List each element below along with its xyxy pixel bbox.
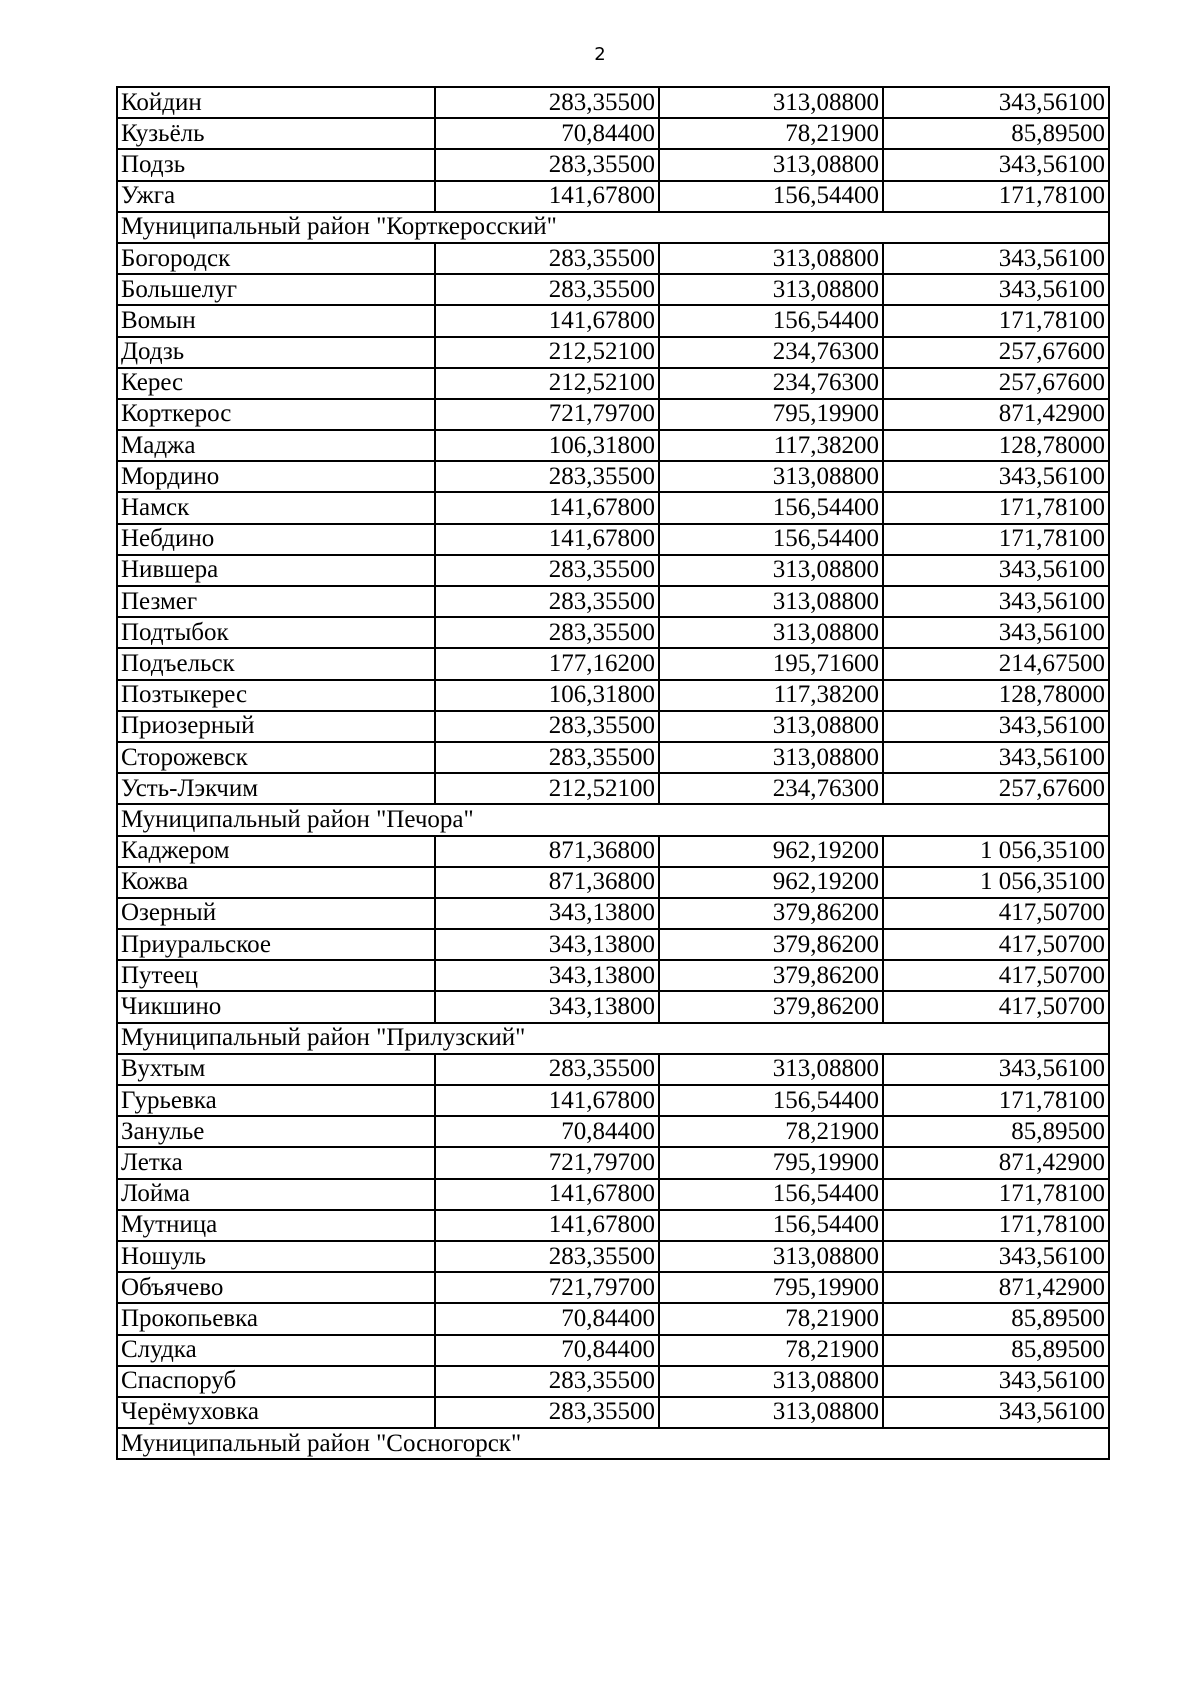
value-cell-3: 1 056,35100 (883, 867, 1109, 898)
value-cell-3: 417,50700 (883, 929, 1109, 960)
value-cell-3: 343,56100 (883, 1054, 1109, 1085)
value-cell-3: 343,56100 (883, 555, 1109, 586)
settlement-name: Большелуг (117, 274, 435, 305)
value-cell-1: 141,67800 (435, 1179, 659, 1210)
value-cell-3: 257,67600 (883, 368, 1109, 399)
settlement-name: Мордино (117, 461, 435, 492)
value-cell-1: 283,35500 (435, 1241, 659, 1272)
settlement-name: Богородск (117, 243, 435, 274)
table-row (117, 867, 1109, 898)
table-row (117, 617, 1109, 648)
settlement-name: Слудка (117, 1335, 435, 1366)
value-cell-2: 156,54400 (659, 181, 883, 212)
value-cell-3: 171,78100 (883, 1210, 1109, 1241)
value-cell-3: 171,78100 (883, 524, 1109, 555)
value-cell-2: 795,19900 (659, 1147, 883, 1178)
value-cell-2: 234,76300 (659, 337, 883, 368)
settlement-name: Кузьёль (117, 118, 435, 149)
value-cell-3: 871,42900 (883, 1147, 1109, 1178)
table-row (117, 1272, 1109, 1303)
settlement-name: Маджа (117, 430, 435, 461)
value-cell-1: 283,35500 (435, 87, 659, 118)
value-cell-2: 156,54400 (659, 1210, 883, 1241)
value-cell-1: 141,67800 (435, 524, 659, 555)
table-row (117, 1054, 1109, 1085)
value-cell-2: 313,08800 (659, 87, 883, 118)
settlement-name: Нившера (117, 555, 435, 586)
value-cell-3: 85,89500 (883, 1116, 1109, 1147)
settlement-name: Летка (117, 1147, 435, 1178)
table-row (117, 1335, 1109, 1366)
value-cell-1: 70,84400 (435, 118, 659, 149)
settlement-name: Приозерный (117, 711, 435, 742)
value-cell-2: 234,76300 (659, 368, 883, 399)
value-cell-1: 283,35500 (435, 1397, 659, 1428)
district-name: Муниципальный район "Печора" (117, 804, 1109, 835)
settlement-name: Кожва (117, 867, 435, 898)
table-row (117, 1303, 1109, 1334)
table-row (117, 648, 1109, 679)
value-cell-3: 871,42900 (883, 399, 1109, 430)
settlement-name: Путеец (117, 960, 435, 991)
value-cell-1: 283,35500 (435, 274, 659, 305)
settlement-name: Вухтым (117, 1054, 435, 1085)
settlement-name: Озерный (117, 898, 435, 929)
table-row (117, 337, 1109, 368)
table-row (117, 1116, 1109, 1147)
value-cell-1: 106,31800 (435, 680, 659, 711)
value-cell-2: 156,54400 (659, 1085, 883, 1116)
value-cell-3: 343,56100 (883, 1397, 1109, 1428)
table-row (117, 960, 1109, 991)
value-cell-3: 85,89500 (883, 1335, 1109, 1366)
value-cell-1: 212,52100 (435, 773, 659, 804)
value-cell-3: 257,67600 (883, 337, 1109, 368)
value-cell-2: 313,08800 (659, 461, 883, 492)
value-cell-1: 283,35500 (435, 461, 659, 492)
settlement-name: Подтыбок (117, 617, 435, 648)
value-cell-2: 313,08800 (659, 1366, 883, 1397)
value-cell-3: 1 056,35100 (883, 836, 1109, 867)
value-cell-1: 212,52100 (435, 337, 659, 368)
district-header-row (117, 212, 1109, 243)
settlement-name: Додзь (117, 337, 435, 368)
settlement-name: Корткерос (117, 399, 435, 430)
value-cell-3: 128,78000 (883, 680, 1109, 711)
value-cell-2: 379,86200 (659, 898, 883, 929)
table-row (117, 243, 1109, 274)
value-cell-1: 283,35500 (435, 555, 659, 586)
table-row (117, 586, 1109, 617)
value-cell-1: 141,67800 (435, 492, 659, 523)
value-cell-2: 156,54400 (659, 1179, 883, 1210)
value-cell-2: 78,21900 (659, 1116, 883, 1147)
table-row (117, 461, 1109, 492)
value-cell-2: 313,08800 (659, 1241, 883, 1272)
value-cell-1: 343,13800 (435, 929, 659, 960)
value-cell-1: 283,35500 (435, 711, 659, 742)
value-cell-3: 343,56100 (883, 586, 1109, 617)
value-cell-3: 128,78000 (883, 430, 1109, 461)
value-cell-2: 117,38200 (659, 680, 883, 711)
table-row (117, 1397, 1109, 1428)
table-row (117, 1147, 1109, 1178)
value-cell-2: 313,08800 (659, 243, 883, 274)
value-cell-1: 721,79700 (435, 1272, 659, 1303)
value-cell-1: 721,79700 (435, 1147, 659, 1178)
table-row (117, 274, 1109, 305)
table-row (117, 898, 1109, 929)
value-cell-2: 117,38200 (659, 430, 883, 461)
value-cell-1: 212,52100 (435, 368, 659, 399)
value-cell-2: 156,54400 (659, 524, 883, 555)
settlement-name: Вомын (117, 305, 435, 336)
table-row (117, 149, 1109, 180)
table-row (117, 368, 1109, 399)
value-cell-3: 343,56100 (883, 243, 1109, 274)
value-cell-3: 343,56100 (883, 149, 1109, 180)
settlement-name: Гурьевка (117, 1085, 435, 1116)
value-cell-2: 379,86200 (659, 929, 883, 960)
value-cell-3: 171,78100 (883, 305, 1109, 336)
table-row (117, 181, 1109, 212)
value-cell-1: 871,36800 (435, 867, 659, 898)
value-cell-3: 343,56100 (883, 461, 1109, 492)
value-cell-3: 417,50700 (883, 898, 1109, 929)
value-cell-2: 795,19900 (659, 399, 883, 430)
settlement-name: Позтыкерес (117, 680, 435, 711)
settlement-name: Небдино (117, 524, 435, 555)
value-cell-2: 313,08800 (659, 555, 883, 586)
table-row (117, 399, 1109, 430)
value-cell-2: 313,08800 (659, 149, 883, 180)
settlement-name: Черёмуховка (117, 1397, 435, 1428)
value-cell-2: 156,54400 (659, 492, 883, 523)
value-cell-3: 343,56100 (883, 274, 1109, 305)
value-cell-1: 283,35500 (435, 617, 659, 648)
district-header-row (117, 1428, 1109, 1459)
value-cell-1: 177,16200 (435, 648, 659, 679)
value-cell-1: 141,67800 (435, 1085, 659, 1116)
table-row (117, 1210, 1109, 1241)
value-cell-2: 962,19200 (659, 867, 883, 898)
value-cell-2: 78,21900 (659, 118, 883, 149)
settlement-name: Объячево (117, 1272, 435, 1303)
table-row (117, 87, 1109, 118)
table-row (117, 524, 1109, 555)
district-name: Муниципальный район "Сосногорск" (117, 1428, 1109, 1459)
value-cell-2: 313,08800 (659, 1054, 883, 1085)
settlement-name: Лойма (117, 1179, 435, 1210)
value-cell-1: 283,35500 (435, 243, 659, 274)
value-cell-1: 343,13800 (435, 898, 659, 929)
settlement-name: Койдин (117, 87, 435, 118)
settlement-name: Ношуль (117, 1241, 435, 1272)
value-cell-2: 313,08800 (659, 586, 883, 617)
value-cell-2: 78,21900 (659, 1303, 883, 1334)
district-header-row (117, 804, 1109, 835)
table-row (117, 305, 1109, 336)
settlements-table (116, 86, 1110, 1460)
value-cell-3: 343,56100 (883, 711, 1109, 742)
value-cell-3: 343,56100 (883, 87, 1109, 118)
value-cell-2: 313,08800 (659, 742, 883, 773)
value-cell-1: 343,13800 (435, 991, 659, 1022)
settlement-name: Чикшино (117, 991, 435, 1022)
settlement-name: Сторожевск (117, 742, 435, 773)
value-cell-2: 313,08800 (659, 1397, 883, 1428)
settlement-name: Спаспоруб (117, 1366, 435, 1397)
value-cell-3: 171,78100 (883, 492, 1109, 523)
value-cell-3: 85,89500 (883, 1303, 1109, 1334)
table-body (117, 87, 1109, 1459)
settlement-name: Подзь (117, 149, 435, 180)
value-cell-1: 141,67800 (435, 305, 659, 336)
table-row (117, 1085, 1109, 1116)
value-cell-1: 283,35500 (435, 1054, 659, 1085)
value-cell-3: 257,67600 (883, 773, 1109, 804)
value-cell-3: 171,78100 (883, 1085, 1109, 1116)
district-name: Муниципальный район "Корткеросский" (117, 212, 1109, 243)
value-cell-3: 343,56100 (883, 1366, 1109, 1397)
value-cell-1: 721,79700 (435, 399, 659, 430)
table-row (117, 118, 1109, 149)
table-row (117, 742, 1109, 773)
table-row (117, 555, 1109, 586)
settlement-name: Керес (117, 368, 435, 399)
settlement-name: Ужга (117, 181, 435, 212)
table-row (117, 836, 1109, 867)
table-row (117, 680, 1109, 711)
value-cell-2: 156,54400 (659, 305, 883, 336)
settlement-name: Подъельск (117, 648, 435, 679)
settlement-name: Намск (117, 492, 435, 523)
value-cell-2: 313,08800 (659, 274, 883, 305)
table-row (117, 929, 1109, 960)
value-cell-3: 343,56100 (883, 742, 1109, 773)
value-cell-1: 70,84400 (435, 1335, 659, 1366)
table-row (117, 492, 1109, 523)
value-cell-2: 379,86200 (659, 960, 883, 991)
district-header-row (117, 1023, 1109, 1054)
value-cell-2: 962,19200 (659, 836, 883, 867)
value-cell-2: 234,76300 (659, 773, 883, 804)
value-cell-1: 283,35500 (435, 586, 659, 617)
table-row (117, 773, 1109, 804)
value-cell-1: 141,67800 (435, 181, 659, 212)
table-row (117, 991, 1109, 1022)
value-cell-3: 214,67500 (883, 648, 1109, 679)
value-cell-1: 141,67800 (435, 1210, 659, 1241)
settlement-name: Приуральское (117, 929, 435, 960)
table-row (117, 1179, 1109, 1210)
value-cell-3: 417,50700 (883, 960, 1109, 991)
value-cell-1: 871,36800 (435, 836, 659, 867)
table-row (117, 1366, 1109, 1397)
value-cell-1: 106,31800 (435, 430, 659, 461)
value-cell-2: 78,21900 (659, 1335, 883, 1366)
settlement-name: Каджером (117, 836, 435, 867)
value-cell-3: 85,89500 (883, 118, 1109, 149)
value-cell-3: 171,78100 (883, 181, 1109, 212)
value-cell-2: 795,19900 (659, 1272, 883, 1303)
value-cell-3: 343,56100 (883, 1241, 1109, 1272)
value-cell-2: 379,86200 (659, 991, 883, 1022)
value-cell-1: 343,13800 (435, 960, 659, 991)
settlement-name: Пезмег (117, 586, 435, 617)
value-cell-3: 343,56100 (883, 617, 1109, 648)
value-cell-1: 70,84400 (435, 1303, 659, 1334)
value-cell-2: 313,08800 (659, 617, 883, 648)
value-cell-3: 171,78100 (883, 1179, 1109, 1210)
value-cell-1: 70,84400 (435, 1116, 659, 1147)
value-cell-3: 417,50700 (883, 991, 1109, 1022)
table-row (117, 711, 1109, 742)
page-number: 2 (594, 44, 606, 65)
value-cell-1: 283,35500 (435, 149, 659, 180)
table-row (117, 430, 1109, 461)
district-name: Муниципальный район "Прилузский" (117, 1023, 1109, 1054)
value-cell-2: 313,08800 (659, 711, 883, 742)
settlement-name: Мутница (117, 1210, 435, 1241)
value-cell-1: 283,35500 (435, 1366, 659, 1397)
value-cell-3: 871,42900 (883, 1272, 1109, 1303)
value-cell-1: 283,35500 (435, 742, 659, 773)
settlement-name: Занулье (117, 1116, 435, 1147)
value-cell-2: 195,71600 (659, 648, 883, 679)
settlement-name: Усть-Лэкчим (117, 773, 435, 804)
settlement-name: Прокопьевка (117, 1303, 435, 1334)
table-row (117, 1241, 1109, 1272)
